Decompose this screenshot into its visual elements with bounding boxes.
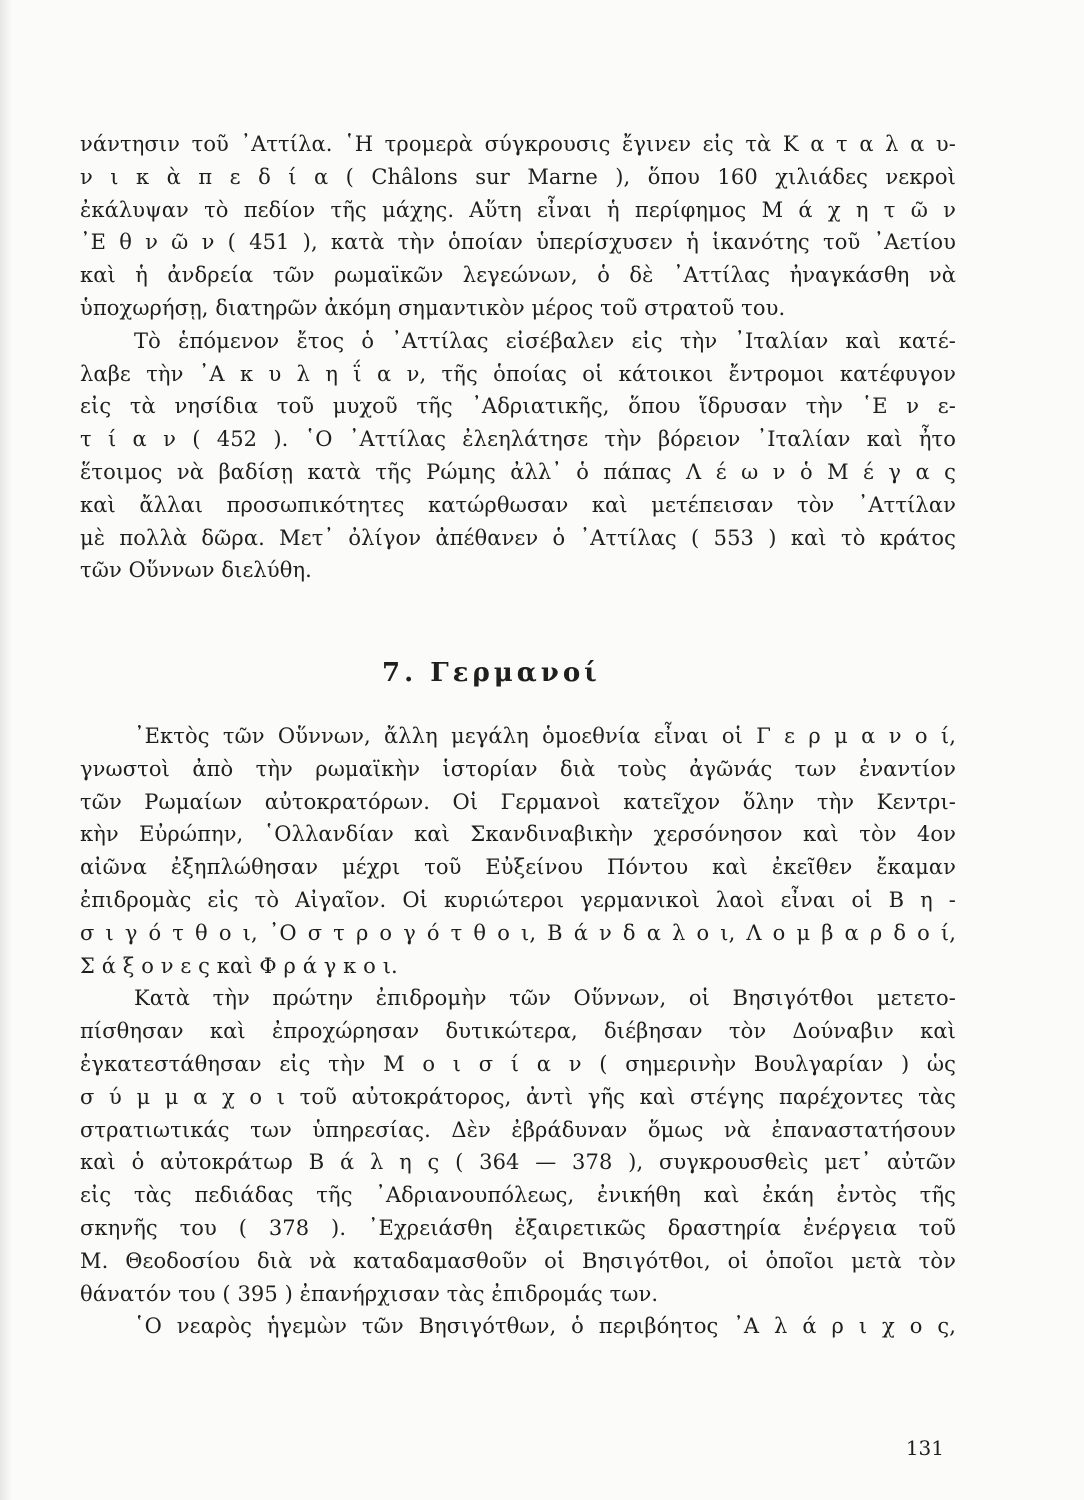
text-line: λαβε τὴν ᾽Α κ υ λ η ΐ α ν, τῆς ὁποίας οἱ κάτοικοι ἔντρομοι κατέφυγον [80,361,956,386]
paragraph-block-germans [80,720,956,1343]
text-line: ν ι κ ὰ π ε δ ί α ( Châlons sur Marne ), ὅπου 160 χιλιάδες νεκροὶ [80,164,956,189]
text-line: νάντησιν τοῦ ᾽Αττίλα. ῾Η τρομερὰ σύγκρουσις ἔγινεν εἰς τὰ Κ α τ α λ α υ- [80,132,956,156]
text-line: σ ι γ ό τ θ ο ι, ᾽Ο σ τ ρ ο γ ό τ θ ο ι, Β ά ν δ α λ ο ι, Λ ο μ β α ρ δ ο ί, [80,920,956,945]
paragraph-block-attila [80,128,956,587]
text-line: πίσθησαν καὶ ἐπροχώρησαν δυτικώτερα, διέβησαν τὸν Δούναβιν καὶ [80,1019,956,1044]
text-line: θάνατόν του ( 395 ) ἐπανήρχισαν τὰς ἐπιδρομάς των. [80,1281,659,1306]
text-line: μὲ πολλὰ δῶρα. Μετ᾽ ὀλίγον ἀπέθανεν ὁ ᾽Αττίλας ( 553 ) καὶ τὸ κράτος [80,525,956,550]
page-number: 131 [905,1436,944,1460]
text-line: εἰς τὰς πεδιάδας τῆς ᾽Αδριανουπόλεως, ἐνικήθη καὶ ἐκάη ἐντὸς τῆς [80,1183,956,1208]
text-line: τῶν Ρωμαίων αὐτοκρατόρων. Οἱ Γερμανοὶ κατεῖχον ὅλην τὴν Κεντρι- [80,789,956,814]
text-line: σκηνῆς του ( 378 ). ᾽Εχρειάσθη ἐξαιρετικῶς δραστηρία ἐνέργεια τοῦ [80,1215,956,1240]
text-line: ἕτοιμος νὰ βαδίσῃ κατὰ τῆς Ρώμης ἀλλ᾽ ὁ πάπας Λ έ ω ν ὁ Μ έ γ α ς [80,459,956,484]
text-line: κὴν Εὐρώπην, ῾Ολλανδίαν καὶ Σκανδιναβικὴν χερσόνησον καὶ τὸν 4ον [80,822,956,847]
text-line: ἐπιδρομὰς εἰς τὸ Αἰγαῖον. Οἱ κυριώτεροι γερμανικοὶ λαοὶ εἶναι οἱ Β η - [80,887,956,912]
text-line: καὶ ἡ ἀνδρεία τῶν ρωμαϊκῶν λεγεώνων, ὁ δὲ ᾽Αττίλας ἠναγκάσθη νὰ [80,263,956,288]
text-line: Τὸ ἑπόμενον ἔτος ὁ ᾽Αττίλας εἰσέβαλεν εἰς τὴν ᾽Ιταλίαν καὶ κατέ- [134,328,956,353]
page-edge-shadow [0,0,12,1500]
text-line: καὶ ἄλλαι προσωπικότητες κατώρθωσαν καὶ μετέπεισαν τὸν ᾽Αττίλαν [80,492,956,517]
text-line: ἐγκατεστάθησαν εἰς τὴν Μ ο ι σ ί α ν ( σημερινὴν Βουλγαρίαν ) ὡς [80,1051,956,1076]
text-line: Κατὰ τὴν πρώτην ἐπιδρομὴν τῶν Οὕννων, οἱ Βησιγότθοι μετετο- [134,986,956,1011]
text-line: ᾽Εκτὸς τῶν Οὕννων, ἄλλη μεγάλη ὁμοεθνία εἶναι οἱ Γ ε ρ μ α ν ο ί, [134,724,956,748]
text-line: ἐκάλυψαν τὸ πεδίον τῆς μάχης. Αὕτη εἶναι ἡ περίφημος Μ ά χ η τ ῶ ν [80,197,956,222]
text-line: καὶ ὁ αὐτοκράτωρ Β ά λ η ς ( 364 — 378 ), συγκρουσθεὶς μετ᾽ αὐτῶν [80,1150,956,1175]
text-line: στρατιωτικάς των ὑπηρεσίας. Δὲν ἐβράδυναν ὅμως νὰ ἐπαναστατήσουν [80,1117,956,1142]
text-line: ῾Ο νεαρὸς ἡγεμὼν τῶν Βησιγότθων, ὁ περιβόητος ᾽Α λ ά ρ ι χ ο ς, [134,1314,956,1339]
text-line: τ ί α ν ( 452 ). ῾Ο ᾽Αττίλας ἐλεηλάτησε τὴν βόρειον ᾽Ιταλίαν καὶ ἦτο [80,427,956,452]
text-line: τῶν Οὕννων διελύθη. [80,558,312,583]
text-line: εἰς τὰ νησίδια τοῦ μυχοῦ τῆς ᾽Αδριατικῆς, ὅπου ἵδρυσαν τὴν ῾Ε ν ε- [80,394,956,419]
text-line: σ ύ μ μ α χ ο ι τοῦ αὐτοκράτορος, ἀντὶ γῆς καὶ στέγης παρέχοντες τὰς [80,1084,956,1109]
text-line: Μ. Θεοδοσίου διὰ νὰ καταδαμασθοῦν οἱ Βησιγότθοι, οἱ ὁποῖοι μετὰ τὸν [80,1248,956,1273]
text-line: Σ ά ξ ο ν ε ς καὶ Φ ρ ά γ κ ο ι. [80,953,398,978]
text-line: ᾽Ε θ ν ῶ ν ( 451 ), κατὰ τὴν ὁποίαν ὑπερίσχυσεν ἡ ἱκανότης τοῦ ᾽Αετίου [80,230,956,255]
text-line: αἰῶνα ἐξηπλώθησαν μέχρι τοῦ Εὐξείνου Πόντου καὶ ἐκεῖθεν ἔκαμαν [80,855,956,880]
text-line: γνωστοὶ ἀπὸ τὴν ρωμαϊκὴν ἱστορίαν διὰ τοὺς ἀγῶνάς των ἐναντίον [80,756,956,781]
section-heading: 7. Γερμανοί [382,658,601,688]
text-line: ὑποχωρήσῃ, διατηρῶν ἀκόμη σημαντικὸν μέρος τοῦ στρατοῦ του. [80,295,786,320]
